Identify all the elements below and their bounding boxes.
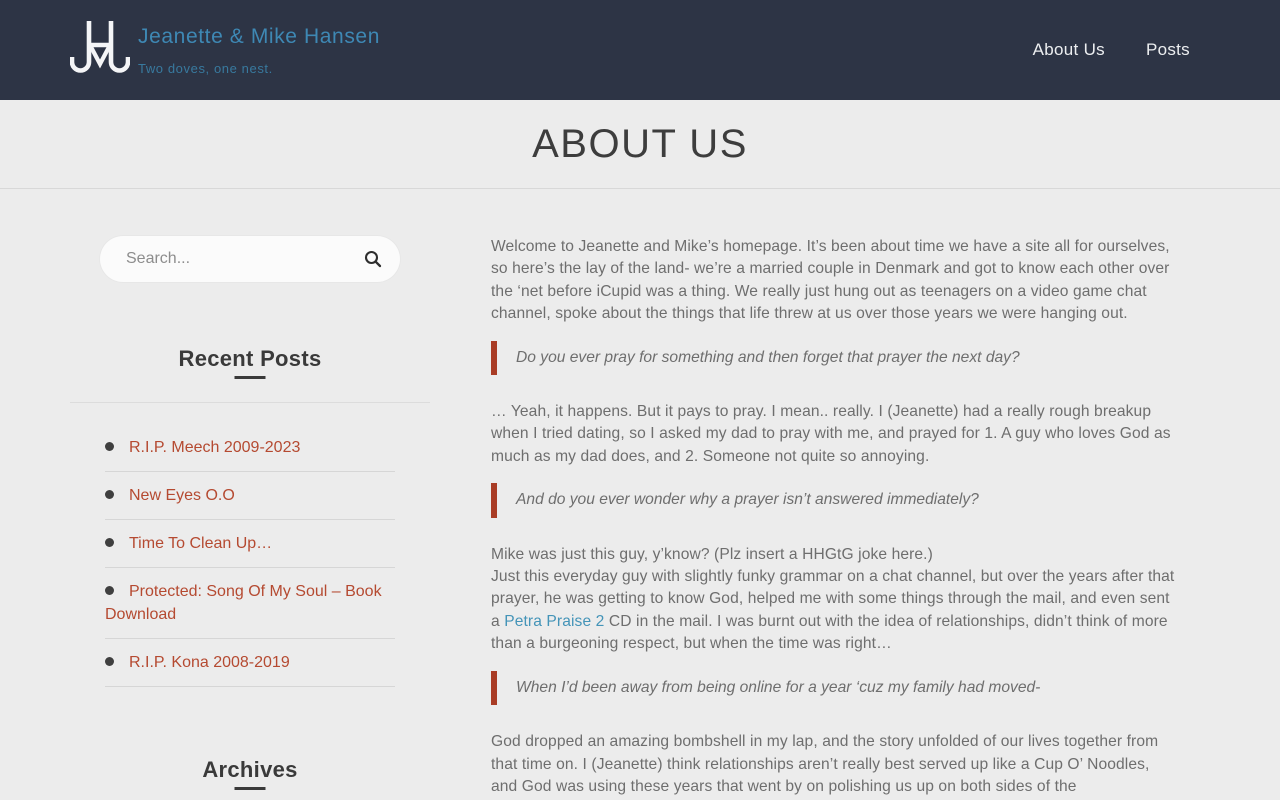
blockquote-prayer-1: Do you ever pray for something and then forget that prayer the next day? [491, 341, 1175, 375]
page-body [0, 189, 1280, 800]
sidebar [70, 189, 430, 800]
bullet-icon [105, 490, 114, 499]
list-item [105, 532, 395, 568]
site-logo-monogram-icon [70, 17, 130, 83]
list-item [105, 580, 395, 639]
list-item [105, 436, 395, 472]
divider [70, 402, 430, 403]
blockquote-prayer-2: And do you ever wonder why a prayer isn’t answered immediately? [491, 483, 1175, 517]
petra-praise-link[interactable]: Petra Praise 2 [504, 612, 605, 630]
recent-post-link[interactable]: Protected: Song Of My Soul – Book Download [105, 583, 382, 623]
nav-item-posts[interactable]: Posts [1145, 40, 1190, 59]
list-item [105, 484, 395, 520]
paragraph-intro: Welcome to Jeanette and Mike’s homepage. It’s been about time we have a site all for ourselves, so here’s the lay of the land- we’re a married couple in Denmark and got to know each other over the ‘net before iCupid was a thing. We really just hung out as teenagers on a video game chat channel, spoke about the things that life threw at us over those years we were hanging out. [491, 238, 1170, 323]
recent-post-link[interactable]: New Eyes O.O [129, 487, 235, 504]
paragraph-mike-text: Just this everyday guy with slightly funky grammar on a chat channel, but over the years after that prayer, he was getting to know God, helped me with some things through the mail, and even sent a [491, 568, 1175, 630]
paragraph-mike-line1: Mike was just this guy, y’know? (Plz insert a HHGtG joke here.) [491, 545, 933, 563]
paragraph-jeanette: … Yeah, it happens. But it pays to pray. I mean.. really. I (Jeanette) had a really rough breakup when I tried dating, so I asked my dad to pray with me, and prayed for 1. A guy who loves God as much as my dad does, and 2. Someone not quite so annoying. [491, 403, 1171, 465]
recent-posts-heading: Recent Posts [70, 346, 430, 372]
blockquote-away-online: When I’d been away from being online for a year ‘cuz my family had moved- [491, 671, 1175, 705]
search-icon [364, 250, 382, 268]
bullet-icon [105, 538, 114, 547]
nav-item-about-us[interactable]: About Us [1032, 40, 1105, 59]
recent-posts-list [105, 436, 395, 687]
site-title[interactable]: Jeanette & Mike Hansen [138, 24, 380, 48]
page-title: ABOUT US [532, 121, 748, 166]
about-content [491, 189, 1175, 800]
page-banner [0, 100, 1280, 189]
site-branding[interactable] [70, 17, 380, 83]
paragraph-mike [491, 544, 1175, 656]
bullet-icon [105, 586, 114, 595]
bullet-icon [105, 442, 114, 451]
main-nav [1033, 40, 1190, 60]
search-input[interactable] [126, 250, 364, 268]
archives-heading: Archives [70, 757, 430, 783]
recent-post-link[interactable]: R.I.P. Kona 2008-2019 [129, 654, 290, 671]
search-form [100, 236, 400, 282]
paragraph-bombshell: God dropped an amazing bombshell in my lap, and the story unfolded of our lives together from that time on. I (Jeanette) think relationships aren’t really best served up like a Cup O’ Noodles, and God was using these years that went by on polishing us up on both sides of the [491, 733, 1159, 795]
recent-post-link[interactable]: Time To Clean Up… [129, 535, 273, 552]
site-header [0, 0, 1280, 100]
list-item [105, 651, 395, 687]
bullet-icon [105, 657, 114, 666]
site-tagline: Two doves, one nest. [138, 60, 273, 76]
paragraph-mike-text-2: CD in the mail. I was burnt out with the idea of relationships, didn’t think of more than a burgeoning respect, but when the time was right… [491, 612, 1168, 653]
search-button[interactable] [364, 250, 382, 268]
recent-post-link[interactable]: R.I.P. Meech 2009-2023 [129, 439, 301, 456]
